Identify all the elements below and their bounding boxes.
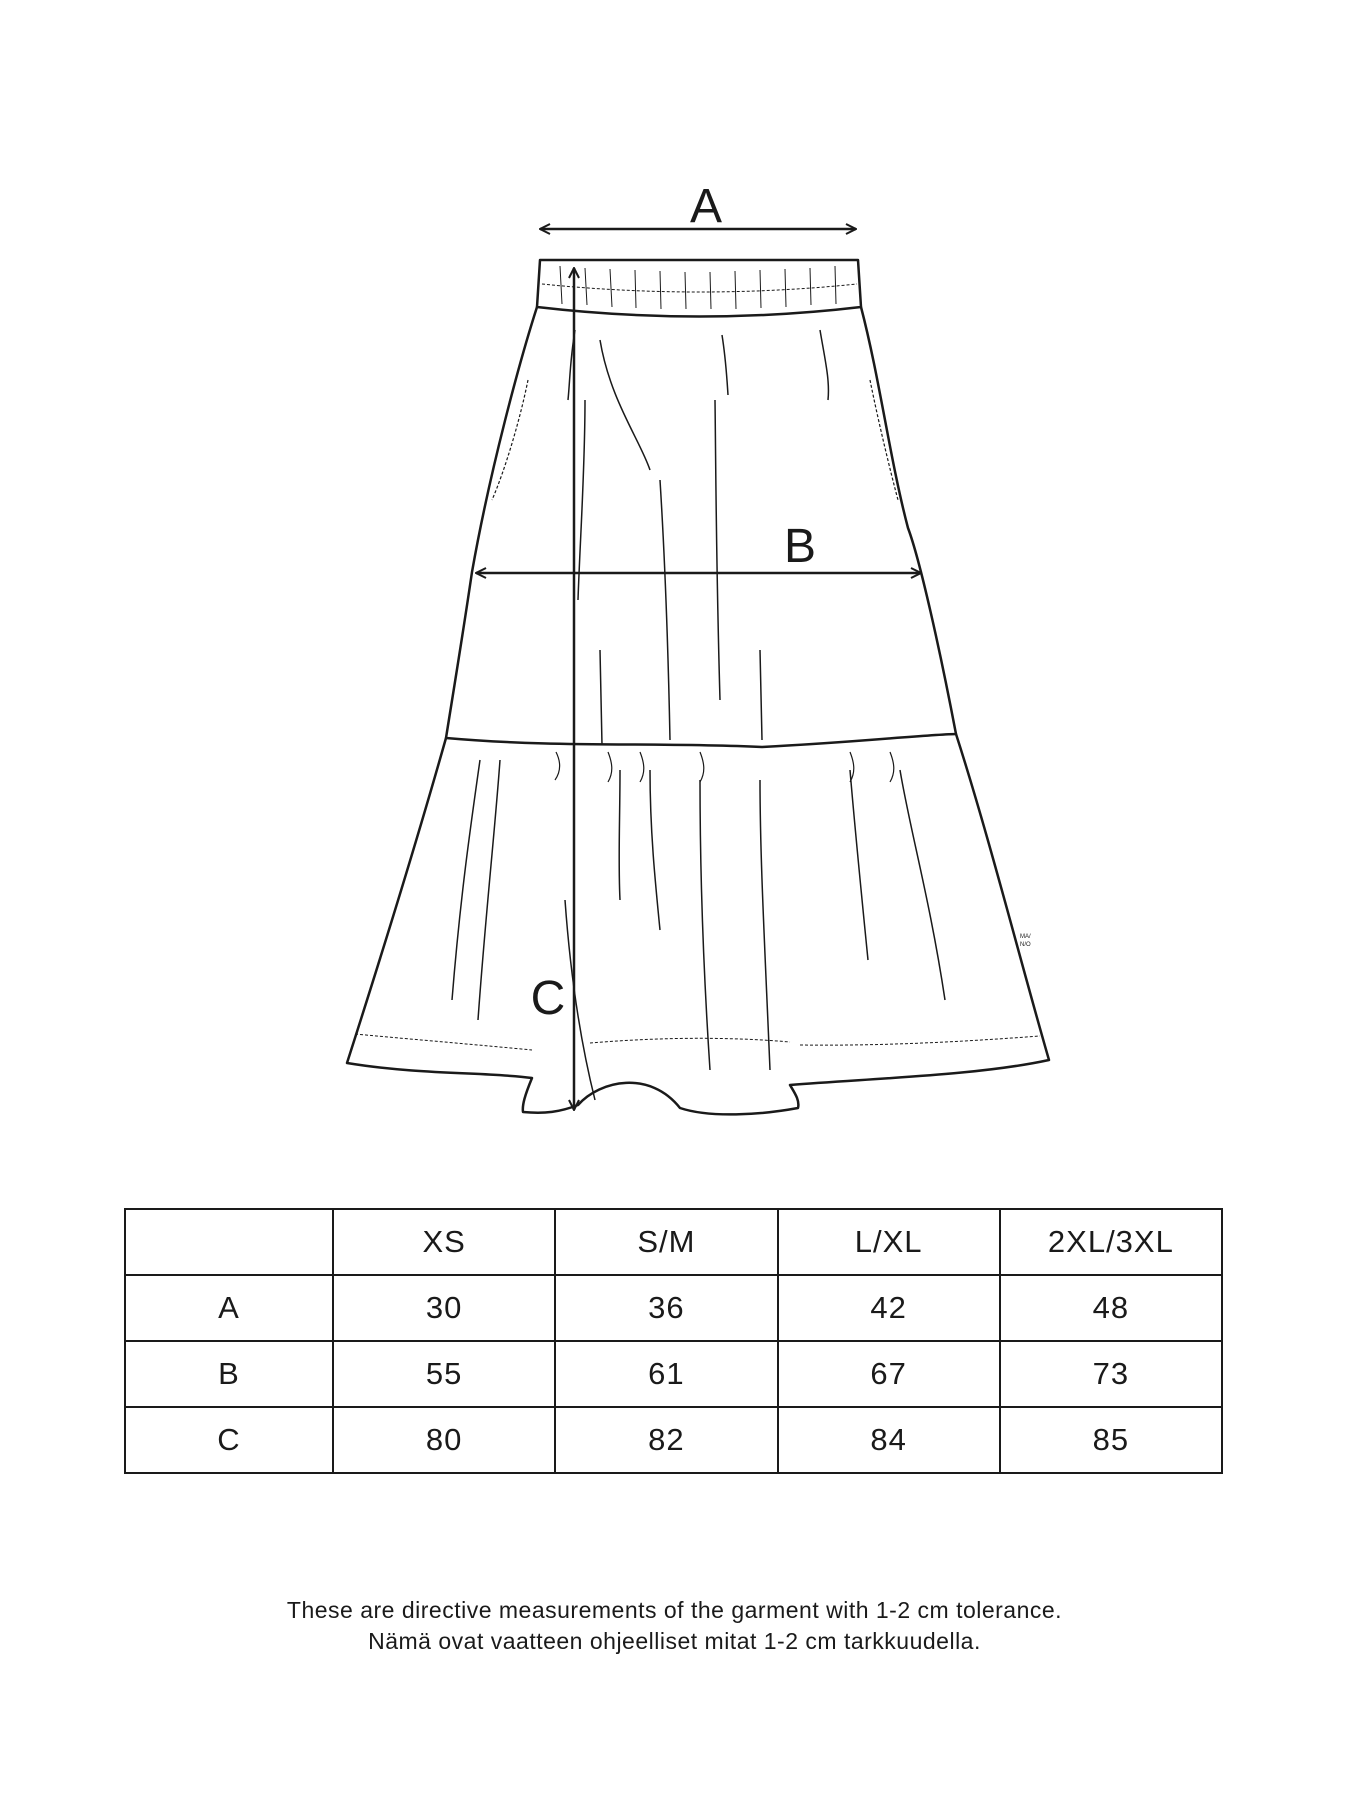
table-row [125,1407,1222,1473]
waistband-stitch [542,284,857,292]
table-cell: 84 [778,1407,1000,1473]
table-cell: 48 [1000,1275,1222,1341]
pocket-right [870,380,898,500]
dimension-b-label: B [783,520,817,573]
table-cell: 36 [555,1275,777,1341]
table-row [125,1275,1222,1341]
brand-logo [1020,934,1031,948]
upper-tier [446,307,956,747]
dimension-b [476,520,921,573]
table-row [125,1341,1222,1407]
table-corner-cell [125,1209,333,1275]
table-header-cell: S/M [555,1209,777,1275]
table-row-label: B [125,1341,333,1407]
tier-seam-gathers [555,752,894,782]
table-header-cell: 2XL/3XL [1000,1209,1222,1275]
table-cell: 42 [778,1275,1000,1341]
measurement-note-english: These are directive measurements of the garment with 1-2 cm tolerance. [286,1597,1063,1623]
lower-tier [347,734,1049,1114]
dimension-c [531,268,574,1110]
dimension-c-label: C [530,972,566,1025]
svg-text:MA/: MA/ [1020,934,1031,940]
size-chart-table [124,1208,1223,1474]
table-row-label: C [125,1407,333,1473]
table-header-row [125,1209,1222,1275]
table-cell: 61 [555,1341,777,1407]
table-header-cell: L/XL [778,1209,1000,1275]
skirt-outline [347,260,1049,1114]
svg-text:N/O: N/O [1020,942,1031,948]
table-cell: 67 [778,1341,1000,1407]
dimension-a [540,180,856,233]
hem-stitch [355,1034,1040,1050]
measurement-note-finnish: Nämä ovat vaatteen ohjeelliset mitat 1-2 cm tarkkuudella. [368,1628,981,1654]
table-cell: 55 [333,1341,555,1407]
table-cell: 82 [555,1407,777,1473]
table-row-label: A [125,1275,333,1341]
waistband-gathers [560,266,836,309]
dimension-a-label: A [689,180,723,233]
table-cell: 85 [1000,1407,1222,1473]
table-header-cell: XS [333,1209,555,1275]
table-cell: 73 [1000,1341,1222,1407]
table-cell: 80 [333,1407,555,1473]
table-cell: 30 [333,1275,555,1341]
